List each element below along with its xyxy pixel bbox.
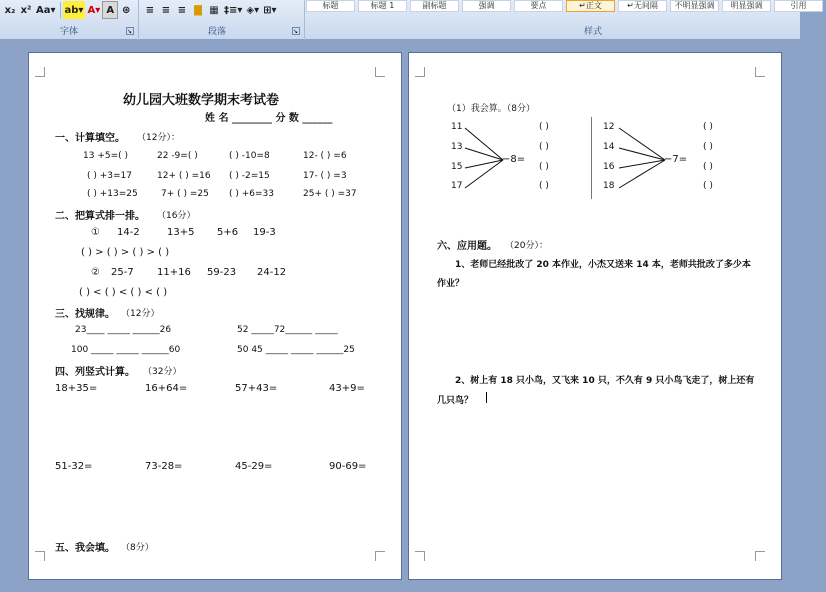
s4-r2-c1: 51-32= bbox=[55, 461, 93, 472]
subscript-button[interactable]: x₂ bbox=[4, 4, 16, 16]
style-subtle-emphasis[interactable]: 不明显强调 bbox=[670, 0, 719, 12]
s2-r3-e4: 24-12 bbox=[257, 267, 287, 278]
section6-heading: 六、应用题。 bbox=[437, 241, 497, 252]
fan-left-lines bbox=[465, 123, 505, 203]
margin-corner bbox=[755, 551, 765, 561]
s1-r3-c2: 7+ ( ) =25 bbox=[161, 189, 209, 199]
margin-corner bbox=[35, 67, 45, 77]
s3-r2-right[interactable]: 50 45 _____ _____ ______25 bbox=[237, 345, 355, 355]
s4-r2-c4: 90-69= bbox=[329, 461, 367, 472]
s3-r1-left[interactable]: 23____ _____ ______26 bbox=[75, 325, 172, 335]
fan-left-num-1: 11 bbox=[451, 122, 463, 132]
char-shading-button[interactable]: A bbox=[102, 1, 118, 19]
font-group-label: 字体 bbox=[60, 27, 79, 37]
group-divider bbox=[138, 0, 139, 40]
fan-left-blank-1[interactable]: ( ) bbox=[539, 122, 549, 132]
fan-left-num-3: 15 bbox=[451, 162, 463, 172]
margin-corner bbox=[375, 67, 385, 77]
section3-heading: 三、找规律。 bbox=[55, 309, 115, 320]
s1-r1-c4: 12- ( ) =6 bbox=[303, 151, 347, 161]
fan-right-blank-2[interactable]: ( ) bbox=[703, 142, 713, 152]
problem2-line2: 几只鸟？ bbox=[437, 396, 474, 406]
s2-r1-e4: 19-3 bbox=[253, 227, 276, 238]
paragraph-group-buttons bbox=[142, 0, 279, 20]
fan-right-operator: −7= bbox=[664, 154, 688, 165]
font-dialog-launcher[interactable]: ↘ bbox=[127, 28, 133, 35]
style-heading1[interactable]: 标题 1 bbox=[358, 0, 407, 12]
s4-r1-c4: 43+9= bbox=[329, 383, 365, 394]
s1-r3-c4: 25+ ( ) =37 bbox=[303, 189, 357, 199]
style-quote[interactable]: 引用 bbox=[774, 0, 823, 12]
highlight-button[interactable]: ab▾ bbox=[63, 1, 86, 19]
s4-r2-c3: 45-29= bbox=[235, 461, 273, 472]
s3-r1-right[interactable]: 52 _____72______ _____ bbox=[237, 325, 338, 335]
s1-r2-c4: 17- ( ) =3 bbox=[303, 171, 347, 181]
borders-button[interactable]: ⊞▾ bbox=[263, 4, 277, 16]
document-page-2[interactable] bbox=[408, 52, 782, 580]
s1-r3-c1: ( ) +13=25 bbox=[87, 189, 138, 199]
problem1-line2: 作业？ bbox=[437, 279, 465, 289]
font-group-buttons bbox=[2, 0, 134, 20]
styles-gallery bbox=[306, 0, 826, 12]
fan-left-operator: −8= bbox=[502, 154, 526, 165]
align-center-button[interactable]: ≡ bbox=[161, 4, 171, 16]
ribbon-toolbar bbox=[0, 0, 807, 40]
s2-r1-e1: 14-2 bbox=[117, 227, 140, 238]
fan-left-blank-4[interactable]: ( ) bbox=[539, 181, 549, 191]
s4-r1-c3: 57+43= bbox=[235, 383, 278, 394]
fan-right-num-4: 18 bbox=[603, 181, 615, 191]
group-divider bbox=[304, 0, 305, 40]
margin-corner bbox=[415, 67, 425, 77]
section1-score: （12分）： bbox=[137, 133, 180, 143]
enclose-char-button[interactable]: ⊛ bbox=[122, 4, 131, 16]
style-no-spacing[interactable]: ↵无间隔 bbox=[618, 0, 667, 12]
fan-right-blank-1[interactable]: ( ) bbox=[703, 122, 713, 132]
fan-left-num-4: 17 bbox=[451, 181, 463, 191]
align-left-button[interactable]: ≡ bbox=[145, 4, 155, 16]
section6-score: （20分）： bbox=[505, 241, 548, 251]
line-spacing-button[interactable]: ‡≡▾ bbox=[224, 4, 243, 16]
s1-r1-c3: ( ) -10=8 bbox=[229, 151, 270, 161]
superscript-button[interactable]: x² bbox=[20, 4, 32, 16]
text-cursor bbox=[486, 392, 487, 403]
exam-title: 幼儿园大班数学期末考试卷 bbox=[123, 93, 280, 108]
shading-button[interactable]: ◈▾ bbox=[246, 4, 260, 16]
s1-r2-c1: ( ) +3=17 bbox=[87, 171, 133, 181]
s4-r2-c2: 73-28= bbox=[145, 461, 183, 472]
s2-r1-label: ① bbox=[91, 227, 100, 238]
s2-order-row2[interactable]: ( ) < ( ) < ( ) < ( ) bbox=[79, 287, 168, 298]
section5-score: （8分） bbox=[121, 543, 154, 553]
align-right-button[interactable]: ≡ bbox=[177, 4, 187, 16]
s1-r2-c2: 12+ ( ) =16 bbox=[157, 171, 211, 181]
q1-heading: （1）我会算。（8分） bbox=[447, 104, 535, 114]
section2-score: （16分） bbox=[157, 211, 196, 221]
section5-heading: 五、我会填。 bbox=[55, 543, 115, 554]
s4-r1-c2: 16+64= bbox=[145, 383, 188, 394]
margin-corner bbox=[375, 551, 385, 561]
margin-corner bbox=[755, 67, 765, 77]
section2-heading: 二、把算式排一排。 bbox=[55, 211, 145, 222]
fan-right-lines bbox=[619, 123, 667, 203]
font-color-button[interactable]: A▾ bbox=[87, 4, 101, 16]
style-intense-emphasis[interactable]: 明显强调 bbox=[722, 0, 771, 12]
s1-r3-c3: ( ) +6=33 bbox=[229, 189, 275, 199]
separator bbox=[60, 2, 61, 18]
s2-r1-e3: 5+6 bbox=[217, 227, 239, 238]
paragraph-dialog-launcher[interactable]: ↘ bbox=[293, 28, 299, 35]
section1-heading: 一、计算填空。 bbox=[55, 133, 125, 144]
style-strong[interactable]: 要点 bbox=[514, 0, 563, 12]
style-title[interactable]: 标题 bbox=[306, 0, 355, 12]
fan-left-blank-3[interactable]: ( ) bbox=[539, 162, 549, 172]
change-case-button[interactable]: Aa▾ bbox=[36, 4, 56, 16]
s1-r1-c1: 13 +5=( ) bbox=[83, 151, 129, 161]
s3-r2-left[interactable]: 100 _____ _____ ______60 bbox=[71, 345, 181, 355]
problem1-line1: 1、老师已经批改了 20 本作业，小杰又送来 14 本，老师共批改了多少本 bbox=[455, 260, 751, 270]
fan-left-blank-2[interactable]: ( ) bbox=[539, 142, 549, 152]
style-normal[interactable]: ↵正文 bbox=[566, 0, 615, 12]
problem2-line1: 2、树上有 18 只小鸟，又飞来 10 只，不久有 9 只小鸟飞走了，树上还有 bbox=[455, 376, 755, 386]
fan-right-num-1: 12 bbox=[603, 122, 615, 132]
s4-r1-c1: 18+35= bbox=[55, 383, 98, 394]
name-score-line: 姓 名 ________ 分 数 ______ bbox=[205, 113, 333, 124]
s2-r3-e2: 11+16 bbox=[157, 267, 191, 278]
section4-score: （32分） bbox=[143, 367, 182, 377]
s2-r3-label: ② bbox=[91, 267, 100, 278]
fan-right-num-2: 14 bbox=[603, 142, 615, 152]
fan-right-blank-4[interactable]: ( ) bbox=[703, 181, 713, 191]
document-page-1[interactable] bbox=[28, 52, 402, 580]
s1-r1-c2: 22 -9=( ) bbox=[157, 151, 198, 161]
s1-r2-c3: ( ) -2=15 bbox=[229, 171, 270, 181]
fan-right-blank-3[interactable]: ( ) bbox=[703, 162, 713, 172]
margin-corner bbox=[35, 551, 45, 561]
style-subtitle[interactable]: 副标题 bbox=[410, 0, 459, 12]
s2-r3-e1: 25-7 bbox=[111, 267, 134, 278]
paragraph-group-label: 段落 bbox=[208, 27, 227, 37]
s2-r3-e3: 59-23 bbox=[207, 267, 237, 278]
s2-r1-e2: 13+5 bbox=[167, 227, 195, 238]
style-emphasis[interactable]: 强调 bbox=[462, 0, 511, 12]
styles-group-label: 样式 bbox=[584, 27, 603, 37]
s2-order-row1[interactable]: ( ) > ( ) > ( ) > ( ) bbox=[81, 247, 170, 258]
margin-corner bbox=[415, 551, 425, 561]
section4-heading: 四、列竖式计算。 bbox=[55, 367, 135, 378]
fan-left-num-2: 13 bbox=[451, 142, 463, 152]
fan-right-num-3: 16 bbox=[603, 162, 615, 172]
justify-button[interactable]: ▇ bbox=[194, 4, 202, 16]
distributed-button[interactable]: ▦ bbox=[209, 4, 219, 16]
section3-score: （12分） bbox=[121, 309, 160, 319]
column-divider bbox=[591, 117, 592, 199]
